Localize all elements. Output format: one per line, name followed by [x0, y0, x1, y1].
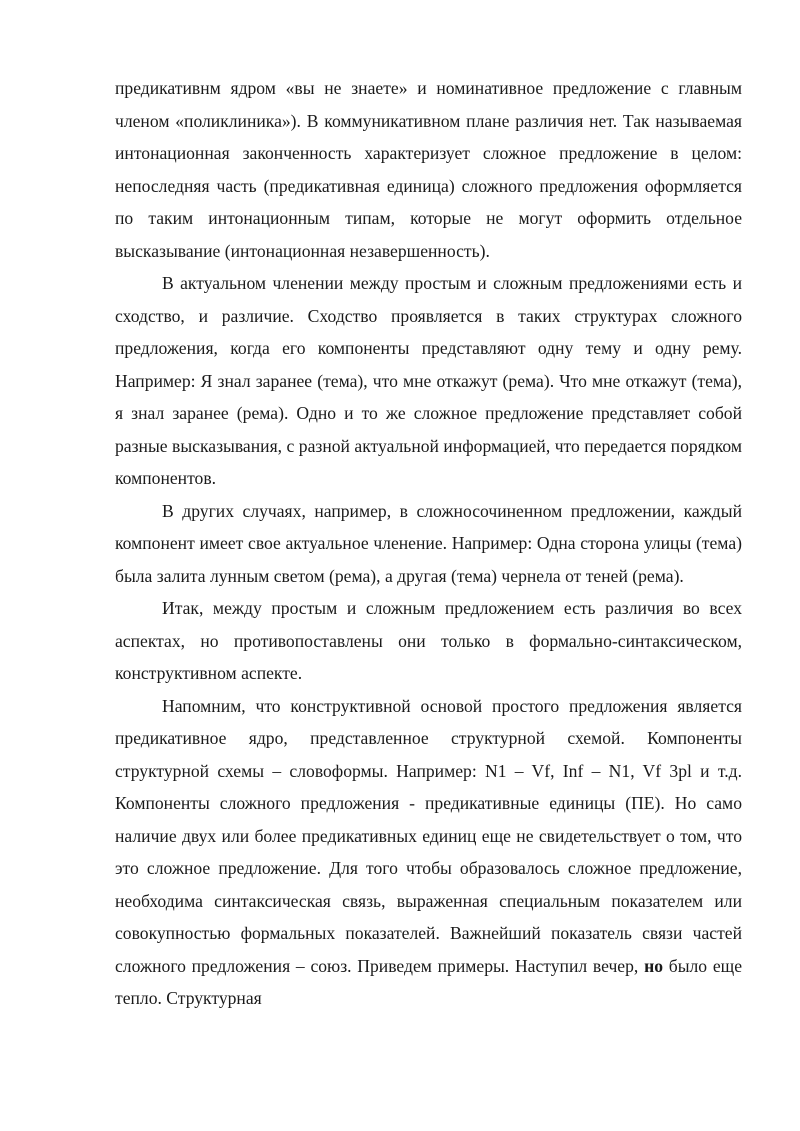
paragraph-4: Итак, между простым и сложным предложением есть различия во всех аспектах, но противопоставлены они только в формально-синтаксическом, конструктивном аспекте.	[115, 598, 742, 683]
paragraph-5	[115, 690, 742, 1015]
bold-conjunction: но	[644, 955, 663, 976]
paragraph-5-text-before: Напомним, что конструктивной основой простого предложения является предикативное ядро, представленное структурной схемой. Компоненты структурной схемы – словоформы. Например: N1 – Vf, Inf – N1, Vf 3pl и т.д. Компоненты сложного предложения - предикативные единицы (ПЕ). Но само наличие двух или более предикативных единиц еще не свидетельствует о том, что это сложное предложение. Для того чтобы образовалось сложное предложение, необходима синтаксическая связь, выраженная специальным показателем или совокупностью формальных показателей. Важнейший показатель связи частей сложного предложения – союз. Приведем примеры. Наступил вечер,	[115, 695, 742, 976]
document-body	[115, 72, 742, 1015]
paragraph-1: предикативнм ядром «вы не знаете» и номинативное предложение с главным членом «поликлиника»). В коммуникативном плане различия нет. Так называемая интонационная законченность характеризует сложное предложение в целом: непоследняя часть (предикативная единица) сложного предложения оформляется по таким интонационным типам, которые не могут оформить отдельное высказывание (интонационная незавершенность).	[115, 78, 742, 261]
paragraph-2: В актуальном членении между простым и сложным предложениями есть и сходство, и различие. Сходство проявляется в таких структурах сложного предложения, когда его компоненты представляют одну тему и одну рему. Например: Я знал заранее (тема), что мне откажут (рема). Что мне откажут (тема), я знал заранее (рема). Одно и то же сложное предложение представляет собой разные высказывания, с разной актуальной информацией, что передается порядком компонентов.	[115, 273, 742, 488]
paragraph-3: В других случаях, например, в сложносочиненном предложении, каждый компонент имеет свое актуальное членение. Например: Одна сторона улицы (тема) была залита лунным светом (рема), а другая (тема) чернела от теней (рема).	[115, 500, 742, 586]
paragraph-5-text-after: было еще тепло. Структурная	[115, 955, 742, 1008]
